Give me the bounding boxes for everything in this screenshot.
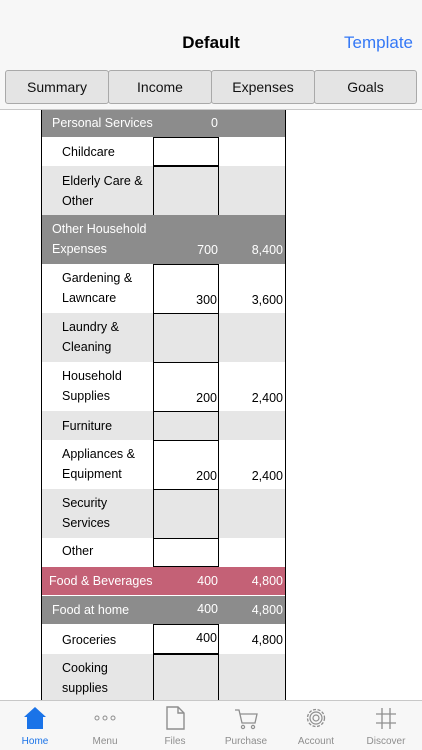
tab-label: Files xyxy=(164,736,186,747)
row-label: Personal Services xyxy=(52,116,153,130)
row-label: Food at home xyxy=(52,603,130,617)
row-label-line1: Elderly Care & xyxy=(62,174,143,188)
table-row-groceries[interactable] xyxy=(42,624,285,654)
row-label-line1: Laundry & xyxy=(62,320,119,334)
tab-files[interactable] xyxy=(140,701,210,750)
table-row-gardening[interactable] xyxy=(42,264,285,313)
segment-income[interactable]: Income xyxy=(108,70,212,104)
row-label-line1: Household xyxy=(62,369,122,383)
segment-expenses[interactable]: Expenses xyxy=(211,70,315,104)
tab-label: Menu xyxy=(92,736,118,747)
row-label: Other xyxy=(62,544,94,558)
table-row-appliances[interactable] xyxy=(42,440,285,489)
monthly-amount-input[interactable] xyxy=(153,411,219,441)
row-label-line2: Services xyxy=(62,516,110,530)
row-label-line2: Lawncare xyxy=(62,291,117,305)
tab-bar xyxy=(0,700,422,750)
segment-summary[interactable]: Summary xyxy=(5,70,109,104)
monthly-amount-input[interactable] xyxy=(153,654,219,700)
monthly-value: 200 xyxy=(196,391,217,405)
annual-value: 4,800 xyxy=(251,633,283,647)
category-header-food-at-home[interactable] xyxy=(42,596,285,624)
monthly-amount-input[interactable] xyxy=(153,264,219,314)
table-row-furniture[interactable] xyxy=(42,411,285,440)
monthly-amount-input[interactable] xyxy=(153,624,219,654)
tab-label: Home xyxy=(21,736,49,747)
table-row-other[interactable] xyxy=(42,538,285,567)
table-row-security[interactable] xyxy=(42,489,285,538)
monthly-amount-input[interactable] xyxy=(153,313,219,363)
row-label-line2: Expenses xyxy=(52,242,107,256)
table-row-cooking-supplies[interactable] xyxy=(42,654,285,700)
annual-value: 3,600 xyxy=(251,293,283,307)
row-label-line1: Gardening & xyxy=(62,271,133,285)
monthly-amount-input[interactable] xyxy=(153,362,219,412)
tab-account[interactable] xyxy=(281,701,351,750)
monthly-value: 400 xyxy=(197,602,218,616)
category-header-food-beverages[interactable] xyxy=(42,567,285,595)
row-label-line1: Other Household xyxy=(52,222,147,236)
ellipsis-icon xyxy=(93,705,117,731)
row-label-line2: Equipment xyxy=(62,467,122,481)
row-label-line2: Supplies xyxy=(62,389,110,403)
table-row-household-supplies[interactable] xyxy=(42,362,285,411)
row-label: Childcare xyxy=(62,145,115,159)
cart-icon xyxy=(234,705,258,731)
monthly-amount-input[interactable] xyxy=(153,166,219,216)
table-row-elderly-care[interactable] xyxy=(42,166,285,215)
segmented-control xyxy=(0,64,422,110)
tab-home[interactable] xyxy=(0,701,70,750)
home-icon xyxy=(23,705,47,731)
table-row-laundry[interactable] xyxy=(42,313,285,362)
document-icon xyxy=(163,705,187,731)
page-title: Default xyxy=(182,33,240,52)
annual-value: 8,400 xyxy=(251,243,283,257)
row-label-line2: Cleaning xyxy=(62,340,112,354)
tab-label: Discover xyxy=(366,736,406,747)
tab-label: Account xyxy=(297,736,335,747)
row-label-line1: Appliances & xyxy=(62,447,135,461)
category-header-personal-services[interactable] xyxy=(42,110,285,137)
monthly-value: 300 xyxy=(196,293,217,307)
row-label-line1: Security xyxy=(62,496,108,510)
row-label: Furniture xyxy=(62,419,113,433)
navigation-bar xyxy=(0,0,422,64)
annual-value: 4,800 xyxy=(251,574,283,588)
gear-icon xyxy=(304,705,328,731)
tab-discover[interactable] xyxy=(351,701,421,750)
monthly-value: 400 xyxy=(196,631,217,645)
monthly-value: 400 xyxy=(197,574,218,588)
category-header-other-household[interactable] xyxy=(42,215,285,264)
monthly-amount-input[interactable] xyxy=(153,489,219,539)
row-label: Groceries xyxy=(62,633,117,647)
monthly-value: 0 xyxy=(211,116,218,130)
row-label-line2: supplies xyxy=(62,681,108,695)
tab-purchase[interactable] xyxy=(211,701,281,750)
annual-value: 2,400 xyxy=(251,469,283,483)
table-row-childcare[interactable] xyxy=(42,137,285,166)
segment-goals[interactable]: Goals xyxy=(314,70,417,104)
tab-label: Purchase xyxy=(224,736,268,747)
monthly-value: 700 xyxy=(197,243,218,257)
monthly-amount-input[interactable] xyxy=(153,440,219,490)
monthly-value: 200 xyxy=(196,469,217,483)
tab-menu[interactable] xyxy=(70,701,140,750)
monthly-amount-input[interactable] xyxy=(153,137,219,166)
template-button[interactable]: Template xyxy=(344,33,413,52)
budget-table[interactable] xyxy=(41,110,286,700)
hash-icon xyxy=(374,705,398,731)
row-label: Food & Beverages xyxy=(49,574,153,588)
annual-value: 4,800 xyxy=(251,603,283,617)
annual-value: 2,400 xyxy=(251,391,283,405)
row-label-line2: Other xyxy=(62,194,94,208)
row-label-line1: Cooking xyxy=(62,661,108,675)
monthly-amount-input[interactable] xyxy=(153,538,219,567)
